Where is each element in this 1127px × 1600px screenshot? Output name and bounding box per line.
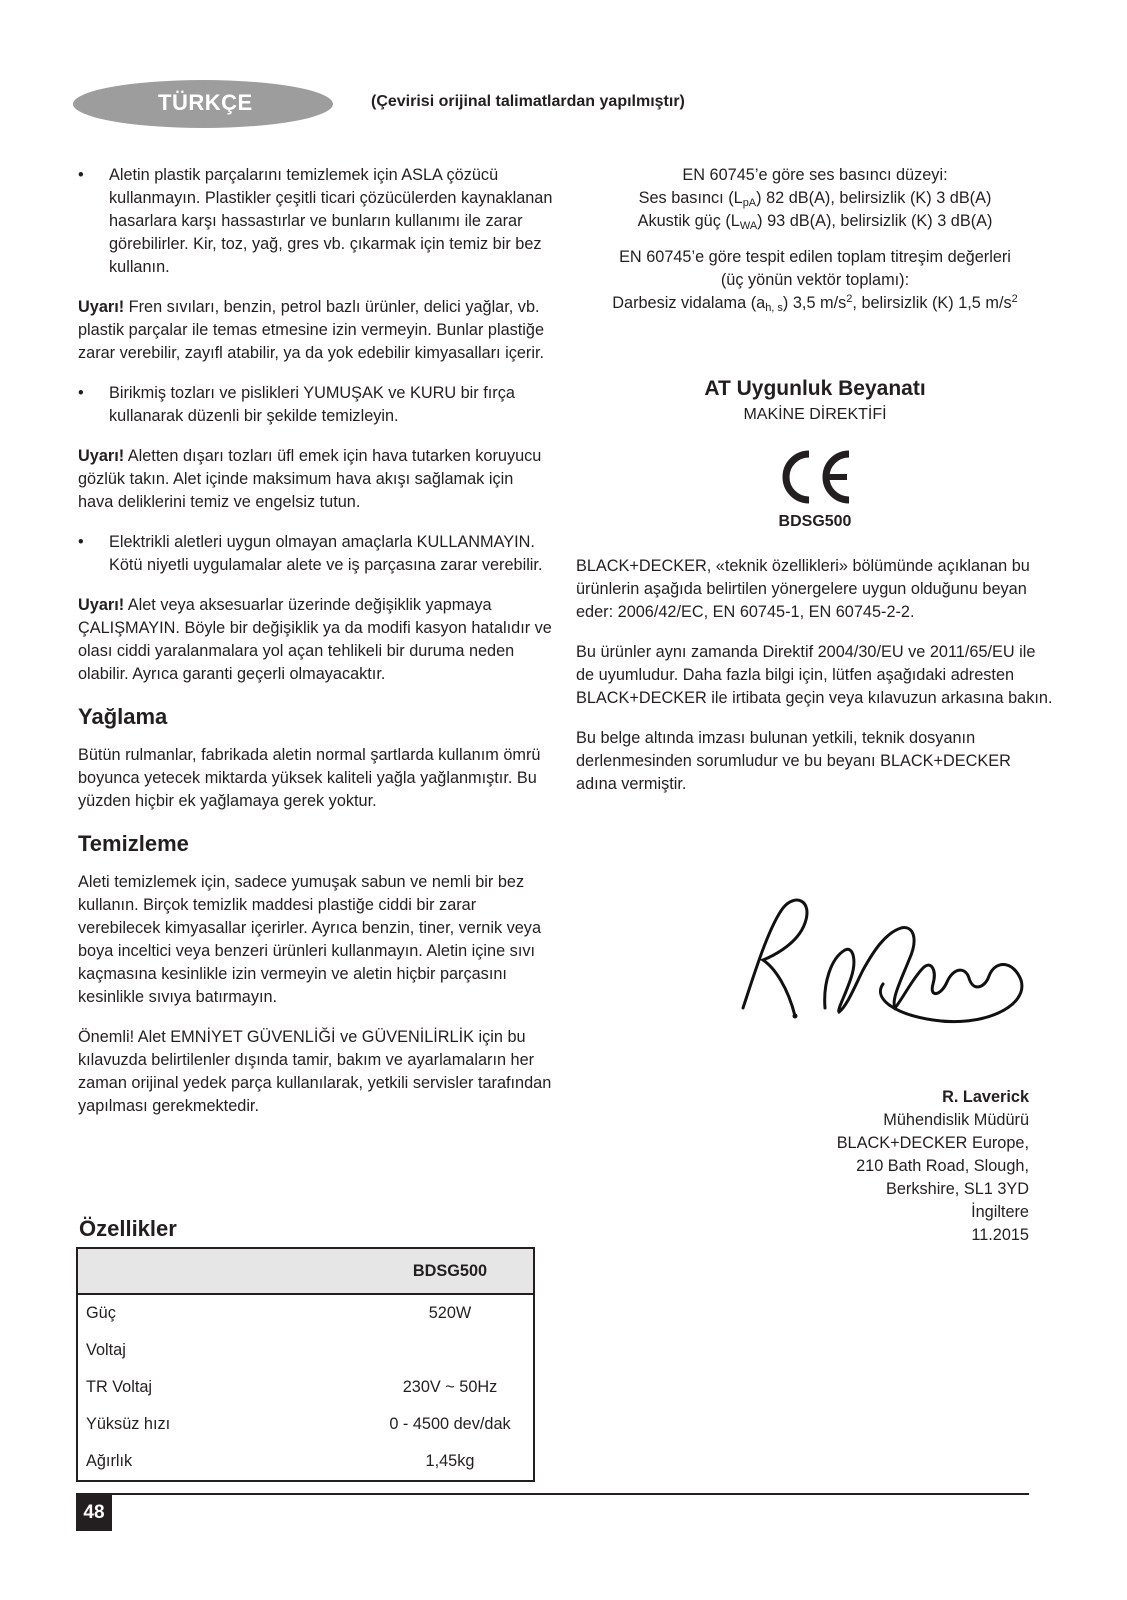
footer-rule: [76, 1493, 1029, 1495]
signer-name: R. Laverick: [942, 1088, 1029, 1106]
warning-text: Fren sıvıları, benzin, petrol bazlı ürünler, delici yağlar, vb. plastik parçalar ile temas etmesine izin vermeyin. Bunlar plastiğe zarar verebilir, zayıfl atabilir, ya da yok edebilir kimyasalları içerir.: [78, 298, 545, 362]
table-row: [77, 1443, 534, 1481]
bullet-text: Birikmiş tozları ve pislikleri YUMUŞAK ve KURU bir fırça kullanarak düzenli bir şekilde temizleyin.: [109, 384, 515, 425]
bullet-dot: •: [78, 166, 84, 184]
page-number: 48: [76, 1495, 112, 1531]
table-row: [77, 1294, 534, 1332]
warning-text: Aletten dışarı tozları üfl emek için hava tutarken koruyucu gözlük takın. Alet içinde maksimum hava akışı sağlamak için hava deliklerini temiz ve engelsiz tutun.: [78, 447, 542, 511]
cleaning-text: Aleti temizlemek için, sadece yumuşak sabun ve nemli bir bez kullanın. Birçok temizlik maddesi plastiğe ciddi bir zarar verebilecek kimyasallar içerirler. Ayrıca benzin, tiner, vernik veya boya inceltici veya benzeri ürünleri kullanmayın. Aletin içine sıvı kaçmasına kesinlikle izin vermeyin ve aletin hiçbir parçasını kesinlikle sıvıya batırmayın.: [78, 873, 541, 1006]
vibration-title: EN 60745’e göre tespit edilen toplam titreşim değerleri: [619, 248, 1011, 266]
noise-block: [576, 164, 1054, 315]
declaration-paragraph: Bu ürünler aynı zamanda Direktif 2004/30/EU ve 2011/65/EU ile de uyumludur. Daha fazla bilgi için, lütfen aşağıdaki adresten BLACK+DECKER ile irtibata geçin veya kılavuzun arkasına bakın.: [576, 643, 1053, 707]
warning-paragraph: [78, 296, 553, 365]
spec-value: 520W: [428, 1304, 472, 1322]
language-label: TÜRKÇE: [158, 90, 253, 115]
spec-label: Ağırlık: [86, 1452, 133, 1470]
signer-county: Berkshire, SL1 3YD: [886, 1180, 1029, 1198]
warning-label: Uyarı!: [78, 447, 125, 465]
vibration-subtitle: (üç yönün vektör toplamı):: [720, 271, 910, 289]
signer-block: [837, 1086, 1029, 1247]
signer-country: İngiltere: [971, 1203, 1029, 1221]
specs-header-row: [77, 1248, 534, 1294]
spec-value: [367, 1332, 534, 1369]
declaration-paragraph: Bu belge altında imzası bulunan yetkili, teknik dosyanın derlenmesinden sorumludur ve bu beyanı BLACK+DECKER adına vermiştir.: [576, 729, 1011, 793]
acoustic-power: Akustik güç $(L_{WA})$ 93 dB(A), belirsizlik (K) 3 dB(A): [637, 212, 993, 232]
bullet-dot: •: [78, 533, 84, 551]
declaration-title: AT Uygunluk Beyanatı: [704, 377, 926, 400]
bullet-item: [78, 164, 553, 279]
left-column: [78, 164, 553, 1135]
bullet-dot: •: [78, 384, 84, 402]
specs-heading: Özellikler: [79, 1216, 177, 1241]
spec-value: 230V ~ 50Hz: [402, 1378, 498, 1396]
specs-model-header: BDSG500: [367, 1248, 534, 1294]
sound-pressure: Ses basıncı $(L_{pA})$ 82 dB(A), belirsizlik (K) 3 dB(A): [638, 189, 992, 209]
spec-label: TR Voltaj: [86, 1378, 153, 1396]
spec-value: 0 - 4500 dev/dak: [389, 1415, 511, 1433]
warning-text: Alet veya aksesuarlar üzerinde değişiklik yapmaya ÇALIŞMAYIN. Böyle bir değişiklik ya da modifi kasyon hatalıdır ve olası ciddi yaralanmalara yol açan tehlikeli bir duruma neden olabilir. Ayrıca garanti geçerli olmayacaktır.: [78, 596, 552, 683]
warning-paragraph: [78, 594, 553, 686]
signer-company: BLACK+DECKER Europe,: [836, 1134, 1029, 1152]
bullet-item: [78, 382, 553, 428]
vibration-value: Darbesiz vidalama $(a_{h, s})$ 3,5 $m/s^2$, belirsizlik (K) 1,5 $m/s^2$: [612, 293, 1018, 314]
warning-paragraph: [78, 445, 553, 514]
lubrication-heading: Yağlama: [78, 704, 168, 729]
spec-label: Yüksüz hızı: [86, 1415, 171, 1433]
warning-label: Uyarı!: [78, 596, 125, 614]
bullet-text: Elektrikli aletleri uygun olmayan amaçlarla KULLANMAYIN. Kötü niyetli uygulamalar alete ve iş parçasına zarar verebilir.: [109, 533, 543, 574]
bullet-item: [78, 531, 553, 577]
bullet-text: Aletin plastik parçalarını temizlemek için ASLA çözücü kullanmayın. Plastikler çeşitli ticari çözücülerden kaynaklanan hasarlara karşı hassastırlar ve bunların kullanımı ile zarar görebilirler. Kir, toz, yağ, gres vb. çıkarmak için temiz bir bez kullanın.: [109, 166, 553, 276]
spec-value: 1,45kg: [425, 1452, 475, 1470]
ce-mark-icon: [775, 448, 855, 506]
warning-label: Uyarı!: [78, 298, 125, 316]
declaration-paragraph: BLACK+DECKER, «teknik özellikleri» bölümünde açıklanan bu ürünlerin aşağıda belirtilen yönergelere uygun olduğunu beyan eder: 2006/42/EC, EN 60745-1, EN 60745-2-2.: [576, 557, 1030, 621]
spec-label: Güç: [86, 1304, 116, 1322]
cleaning-heading: Temizleme: [78, 831, 189, 856]
language-badge: [73, 80, 333, 128]
declaration-model: BDSG500: [778, 513, 852, 530]
translation-note: (Çevirisi orijinal talimatlardan yapılmıştır): [371, 93, 685, 110]
signer-date: 11.2015: [971, 1226, 1029, 1244]
important-text: Önemli! Alet EMNİYET GÜVENLİĞİ ve GÜVENİLİRLİK için bu kılavuzda belirtilenler dışında tamir, bakım ve ayarlamaların her zaman orijinal yedek parça kullanılarak, yetkili servisler tarafından yapılması gerekmektedir.: [78, 1028, 552, 1115]
noise-title: EN 60745’e göre ses basıncı düzeyi:: [682, 166, 948, 184]
table-row: [77, 1332, 534, 1369]
lubrication-text: Bütün rulmanlar, fabrikada aletin normal şartlarda kullanım ömrü boyunca yetecek miktarda yüksek kaliteli yağla yağlanmıştır. Bu yüzden hiçbir ek yağlamaya gerek yoktur.: [78, 746, 541, 810]
signer-title: Mühendislik Müdürü: [883, 1111, 1029, 1129]
handwritten-signature: [733, 888, 1033, 1028]
table-row: [77, 1369, 534, 1406]
specs-header-empty: [77, 1248, 367, 1294]
table-row: [77, 1406, 534, 1443]
right-column: [576, 164, 1054, 813]
declaration-subtitle: MAKİNE DİREKTİFİ: [743, 406, 887, 423]
spec-label: Voltaj: [86, 1341, 126, 1359]
specs-table: [76, 1247, 535, 1482]
signer-street: 210 Bath Road, Slough,: [856, 1157, 1029, 1175]
